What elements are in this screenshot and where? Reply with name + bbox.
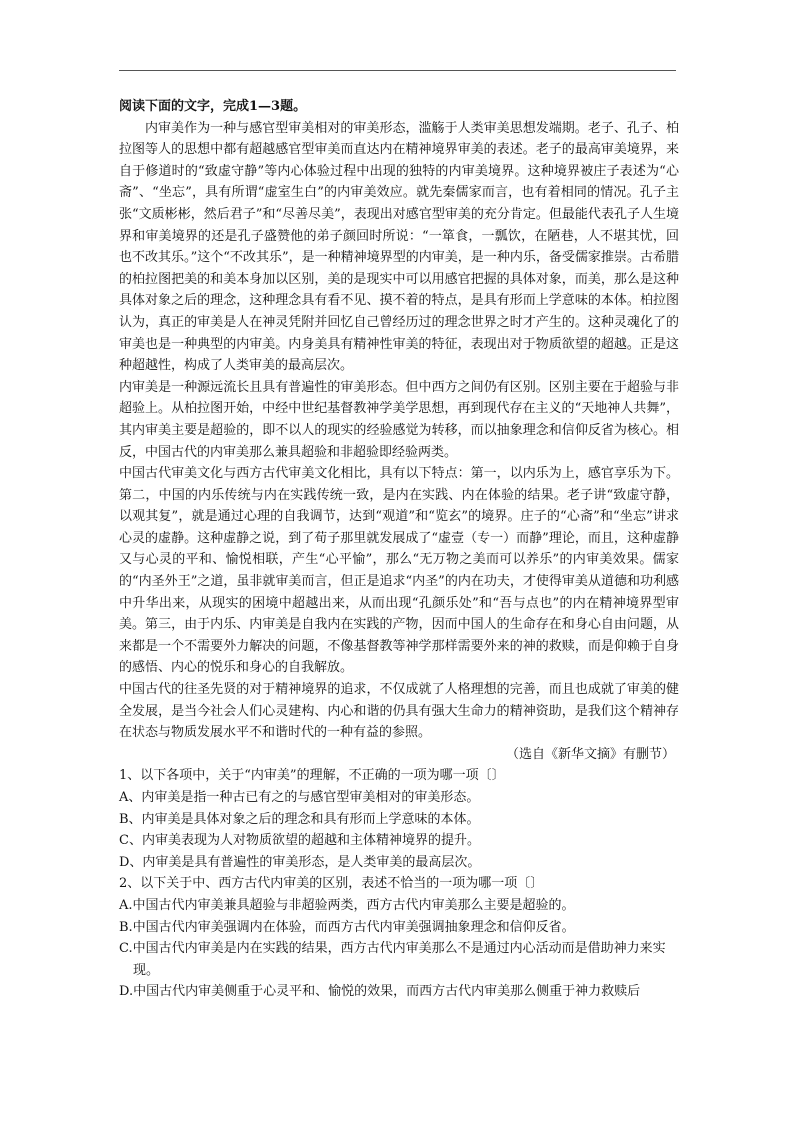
paragraph-4: 中国古代的往圣先贤的对于精神境界的追求，不仅成就了人格理想的完善，而且也成就了审美的健全发展，是当今社会人们心灵建构、内心和谐的仍具有强大生命力的精神资助，是我们这个精神存在状态与物质发展水平不和谐时代的一种有益的参照。 — [119, 682, 679, 741]
question-2-option-d: D.中国古代内审美侧重于心灵平和、愉悦的效果，而西方古代内审美那么侧重于神力救赎后 — [119, 984, 641, 1000]
document-body — [119, 96, 679, 1003]
question-2-option-b: B.中国古代内审美强调内在体验，而西方古代内审美强调抽象理念和信仰反省。 — [119, 919, 575, 935]
source-citation: （选自《新华文摘》有删节） — [505, 746, 675, 762]
question-1-stem: 1、以下各项中，关于“内审美”的理解，不正确的一项为哪一项〔〕 — [119, 768, 505, 784]
question-2-option-c: C.中国古代内审美是内在实践的结果，西方古代内审美那么不是通过内心活动而是借助神力来实现。 — [119, 941, 666, 978]
paragraph-1: 内审美作为一种与感官型审美相对的审美形态，滥觞于人类审美思想发端期。老子、孔子、柏拉图等人的思想中都有超越感官型审美而直达内在精神境界审美的表述。老子的最高审美境界，来自于修道时的“致虚守静”等内心体验过程中出现的独特的内审美境界。这种境界被庄子表述为“心斋”、“坐忘”，具有所谓“虚室生白”的内审美效应。就先秦儒家而言，也有着相同的情况。孔子主张“文质彬彬，然后君子”和“尽善尽美”，表现出对感官型审美的充分肯定。但最能代表孔子人生境界和审美境界的还是孔子盛赞他的弟子颜回时所说：“一箪食，一瓢饮，在陋巷，人不堪其忧，回也不改其乐。”这个“不改其乐”，是一种精神境界型的内审美，是一种内乐，备受儒家推崇。古希腊的柏拉图把美的和美本身加以区别，美的是现实中可以用感官把握的具体对象，而美，那么是这种具体对象之后的理念，这种理念具有看不见、摸不着的特点，是具有形而上学意味的本体。柏拉图认为，真正的审美是人在神灵凭附并回忆自己曾经历过的理念世界之时才产生的。这种灵魂化了的审美也是一种典型的内审美。内身美具有精神性审美的特征，表现出对于物质欲望的超越。正是这种超越性，构成了人类审美的最高层次。 — [119, 120, 679, 374]
question-1-option-d: D、内审美是具有普遍性的审美形态，是人类审美的最高层次。 — [119, 854, 481, 870]
reading-heading: 阅读下面的文字，完成1—3题。 — [119, 99, 307, 114]
paragraph-3: 中国古代审美文化与西方古代审美文化相比，具有以下特点：第一，以内乐为上，感官享乐为下。第二，中国的内乐传统与内在实践传统一致，是内在实践、内在体验的结果。老子讲“致虚守静，以观其复”，就是通过心理的自我调节，达到“观道”和“览玄”的境界。庄子的“心斋”和“坐忘”讲求心灵的虚静。这种虚静之说，到了荀子那里就发展成了“虚壹（专一）而静”理论，而且，这种虚静又与心灵的平和、愉悦相联，产生“心平愉”，那么“无万物之美而可以养乐”的内审美效果。儒家的“内圣外王”之道，虽非就审美而言，但正是追求“内圣”的内在功夫，才使得审美从道德和功利感中升华出来，从现实的困境中超越出来，从而出现“孔颜乐处”和“吾与点也”的内在精神境界型审美。第三，由于内乐、内审美是自我内在实践的产物，因而中国人的生命存在和身心自由问题，从来都是一个不需要外力解决的问题，不像基督教等神学那样需要外来的神的救赎，而是仰赖于自身的感悟、内心的悦乐和身心的自我解放。 — [119, 466, 679, 676]
question-1-option-c: C、内审美表现为人对物质欲望的超越和主体精神境界的提升。 — [119, 833, 480, 849]
question-2-stem: 2、以下关于中、西方古代内审美的区别，表述不恰当的一项为哪一项〔〕 — [119, 876, 544, 892]
header-rule — [119, 70, 676, 71]
paragraph-2: 内审美是一种源远流长且具有普遍性的审美形态。但中西方之间仍有区别。区别主要在于超验与非超验上。从柏拉图开始，中经中世纪基督教神学美学思想，再到现代存在主义的“天地神人共舞”，其内审美主要是超验的，即不以人的现实的经验感觉为转移，而以抽象理念和信仰反省为核心。相反，中国古代的内审美那么兼具超验和非超验即经验两类。 — [119, 379, 679, 460]
question-1-option-a: A、内审美是指一种古已有之的与感官型审美相对的审美形态。 — [119, 790, 480, 805]
question-2-option-a: A.中国古代内审美兼具超验与非超验两类，西方古代内审美那么主要是超验的。 — [119, 897, 575, 913]
question-1-option-b: B、内审美是具体对象之后的理念和具有形而上学意味的本体。 — [119, 811, 480, 827]
